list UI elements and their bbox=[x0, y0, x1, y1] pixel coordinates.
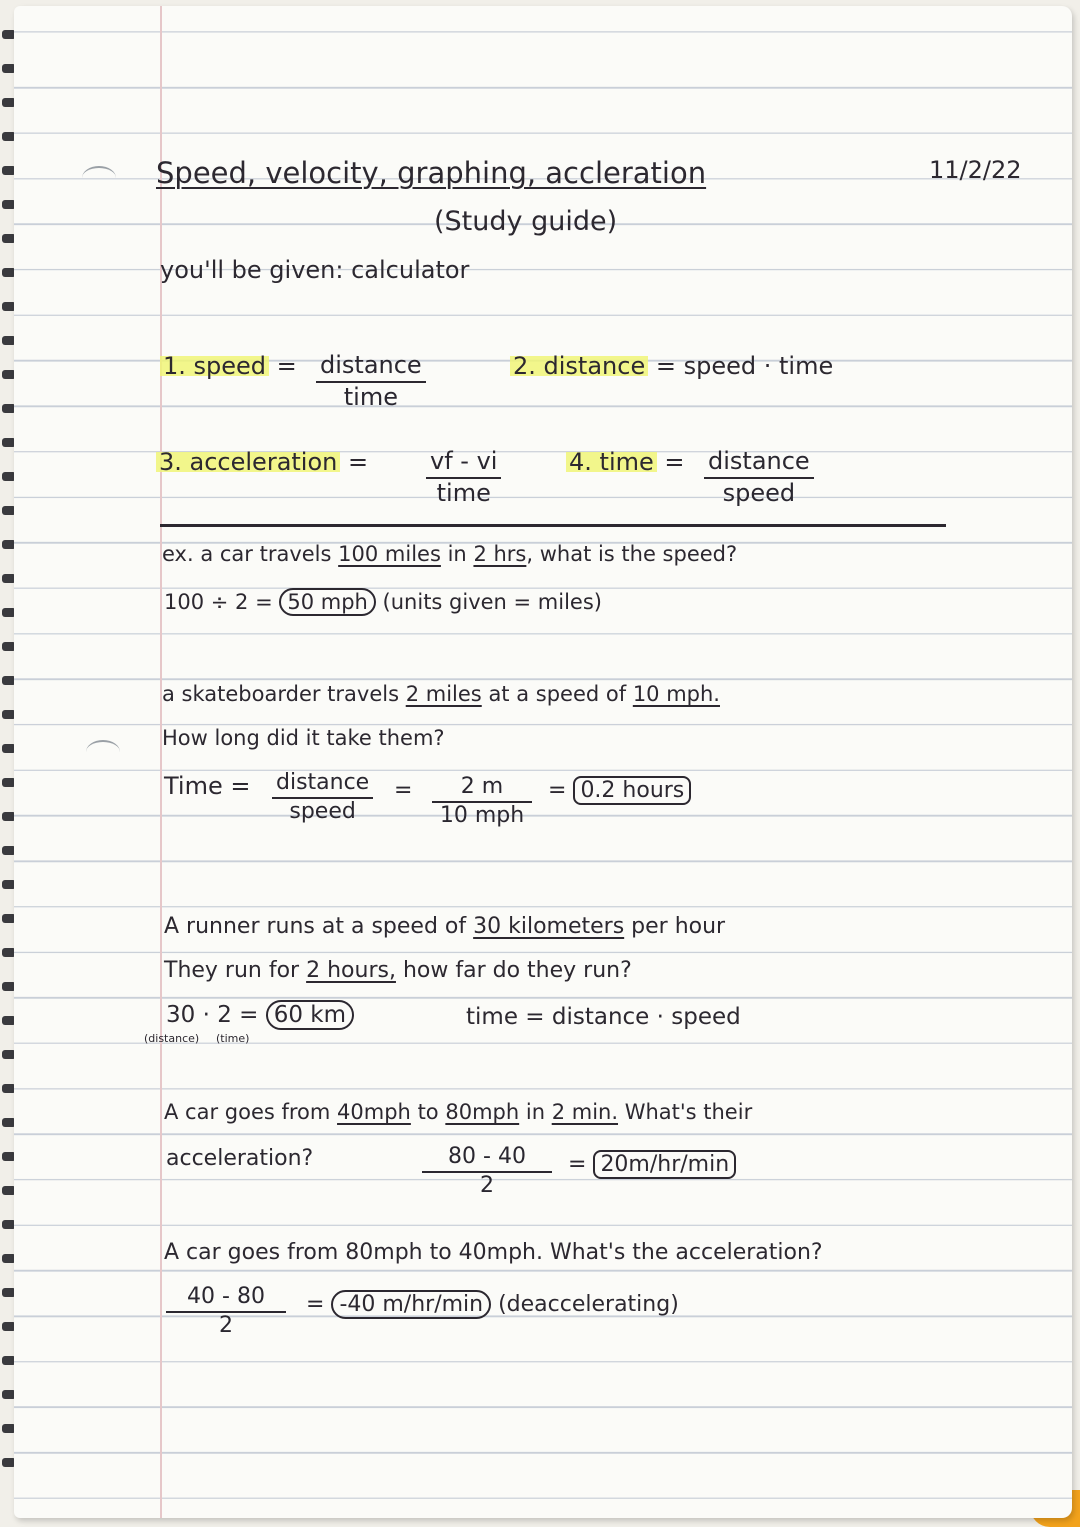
ex4-q-in: in bbox=[525, 1100, 546, 1124]
formula-3-numerator: vf - vi bbox=[426, 447, 501, 479]
ex4-q-t: 2 min. bbox=[551, 1100, 619, 1124]
formula-2-label: 2. distance bbox=[510, 352, 648, 380]
ex4-denominator: 2 bbox=[480, 1173, 494, 1198]
ex5-result bbox=[306, 1292, 679, 1317]
page-title: Speed, velocity, graphing, accleration bbox=[156, 156, 707, 190]
ex4-result bbox=[568, 1152, 736, 1177]
ex3-q2-pre: They run for bbox=[164, 958, 300, 983]
ex4-eq: = bbox=[568, 1152, 587, 1177]
ex5-denominator: 2 bbox=[219, 1313, 233, 1338]
notebook-page bbox=[14, 6, 1072, 1518]
ex3-q2-hours: 2 hours, bbox=[306, 958, 396, 983]
formula-4-fraction bbox=[704, 447, 814, 507]
ex3-q-km: 30 kilometers bbox=[473, 914, 625, 939]
date: 11/2/22 bbox=[929, 156, 1022, 184]
example-4-question-2: acceleration? bbox=[166, 1146, 314, 1171]
example-1-question bbox=[162, 542, 737, 566]
ex4-q-to: to bbox=[417, 1100, 439, 1124]
ex1-q-post: , what is the speed? bbox=[526, 542, 738, 566]
ex2-q-mid: at a speed of bbox=[488, 682, 627, 706]
ex5-fraction bbox=[166, 1284, 286, 1338]
ex2-eq: = bbox=[394, 778, 413, 803]
ex1-answer: 50 mph bbox=[279, 588, 376, 616]
ex4-q-v1: 40mph bbox=[337, 1100, 411, 1124]
ex1-q-pre: ex. a car travels bbox=[162, 542, 332, 566]
subtitle: (Study guide) bbox=[434, 206, 618, 237]
example-3-question-2 bbox=[164, 958, 632, 983]
ex3-q2-post: how far do they run? bbox=[402, 958, 632, 983]
ex4-q-post: What's their bbox=[624, 1100, 753, 1124]
formula-1-label: 1. speed bbox=[160, 352, 269, 380]
ex2-q-pre: a skateboarder travels bbox=[162, 682, 400, 706]
ex2-denominator-2: 10 mph bbox=[439, 803, 525, 828]
formula-4-numerator: distance bbox=[704, 447, 814, 479]
ex2-numerator-1: distance bbox=[272, 770, 373, 799]
punch-hole bbox=[86, 740, 120, 764]
ex2-eq2: = bbox=[548, 778, 567, 803]
formula-1-denominator: time bbox=[343, 383, 398, 411]
section-divider bbox=[160, 524, 946, 527]
ex4-q-pre: A car goes from bbox=[164, 1100, 331, 1124]
formula-1-numerator: distance bbox=[316, 351, 426, 383]
formula-2-rest: = speed · time bbox=[655, 352, 834, 380]
ex2-fraction-2 bbox=[432, 774, 532, 828]
example-5-question: A car goes from 80mph to 40mph. What's the acceleration? bbox=[164, 1240, 823, 1265]
ex3-calc: 30 · 2 = bbox=[166, 1002, 259, 1028]
ex5-numerator: 40 - 80 bbox=[166, 1284, 286, 1313]
formula-3-fraction bbox=[426, 447, 501, 507]
formula-1-fraction bbox=[316, 351, 426, 411]
formula-3-eq: = bbox=[348, 448, 369, 476]
ex4-answer: 20m/hr/min bbox=[593, 1150, 736, 1179]
ex3-q-post: per hour bbox=[631, 914, 726, 939]
punch-hole bbox=[82, 166, 116, 190]
ex3-sub-time: (time) bbox=[216, 1032, 250, 1045]
ex5-answer: -40 m/hr/min bbox=[331, 1290, 491, 1319]
ex2-numerator-2: 2 m bbox=[432, 774, 532, 803]
ex2-result bbox=[548, 778, 691, 803]
formula-1-eq: = bbox=[276, 352, 297, 380]
formula-4-label: 4. time bbox=[566, 448, 657, 476]
ex1-q-miles: 100 miles bbox=[338, 542, 441, 566]
ex3-formula: time = distance · speed bbox=[466, 1004, 741, 1030]
ex2-q-miles: 2 miles bbox=[405, 682, 482, 706]
formula-4 bbox=[566, 448, 685, 476]
example-2-question-2: How long did it take them? bbox=[162, 726, 445, 750]
formula-4-denominator: speed bbox=[722, 479, 796, 507]
formula-2 bbox=[510, 352, 833, 380]
ex5-note: (deaccelerating) bbox=[498, 1292, 679, 1317]
example-3-solution bbox=[166, 1002, 354, 1028]
ex2-lhs: Time = bbox=[164, 772, 251, 800]
margin-line bbox=[160, 6, 162, 1518]
ex2-answer: 0.2 hours bbox=[573, 776, 691, 805]
formula-3 bbox=[156, 448, 368, 476]
ex4-numerator: 80 - 40 bbox=[422, 1144, 552, 1173]
ex4-fraction bbox=[422, 1144, 552, 1198]
ex2-fraction-1 bbox=[272, 770, 373, 824]
ex1-calc: 100 ÷ 2 = bbox=[164, 590, 273, 614]
formula-3-label: 3. acceleration bbox=[156, 448, 340, 476]
ex3-sub-distance: (distance) bbox=[144, 1032, 200, 1045]
example-1-solution bbox=[164, 590, 602, 614]
example-4-question bbox=[164, 1100, 752, 1124]
ex3-answer: 60 km bbox=[266, 1000, 354, 1030]
formula-4-eq: = bbox=[664, 448, 685, 476]
ex2-denominator-1: speed bbox=[289, 799, 356, 824]
formula-3-denominator: time bbox=[436, 479, 491, 507]
ex4-q-v2: 80mph bbox=[445, 1100, 520, 1124]
formula-1 bbox=[160, 352, 297, 380]
ex2-q-speed: 10 mph. bbox=[632, 682, 720, 706]
ex3-q-pre: A runner runs at a speed of bbox=[164, 914, 467, 939]
ex1-q-hrs: 2 hrs bbox=[473, 542, 527, 566]
given-text: you'll be given: calculator bbox=[160, 256, 470, 284]
example-2-question bbox=[162, 682, 720, 706]
example-3-question bbox=[164, 914, 725, 939]
ex1-q-in: in bbox=[447, 542, 467, 566]
ex5-eq: = bbox=[306, 1292, 325, 1317]
ex1-note: (units given = miles) bbox=[382, 590, 602, 614]
